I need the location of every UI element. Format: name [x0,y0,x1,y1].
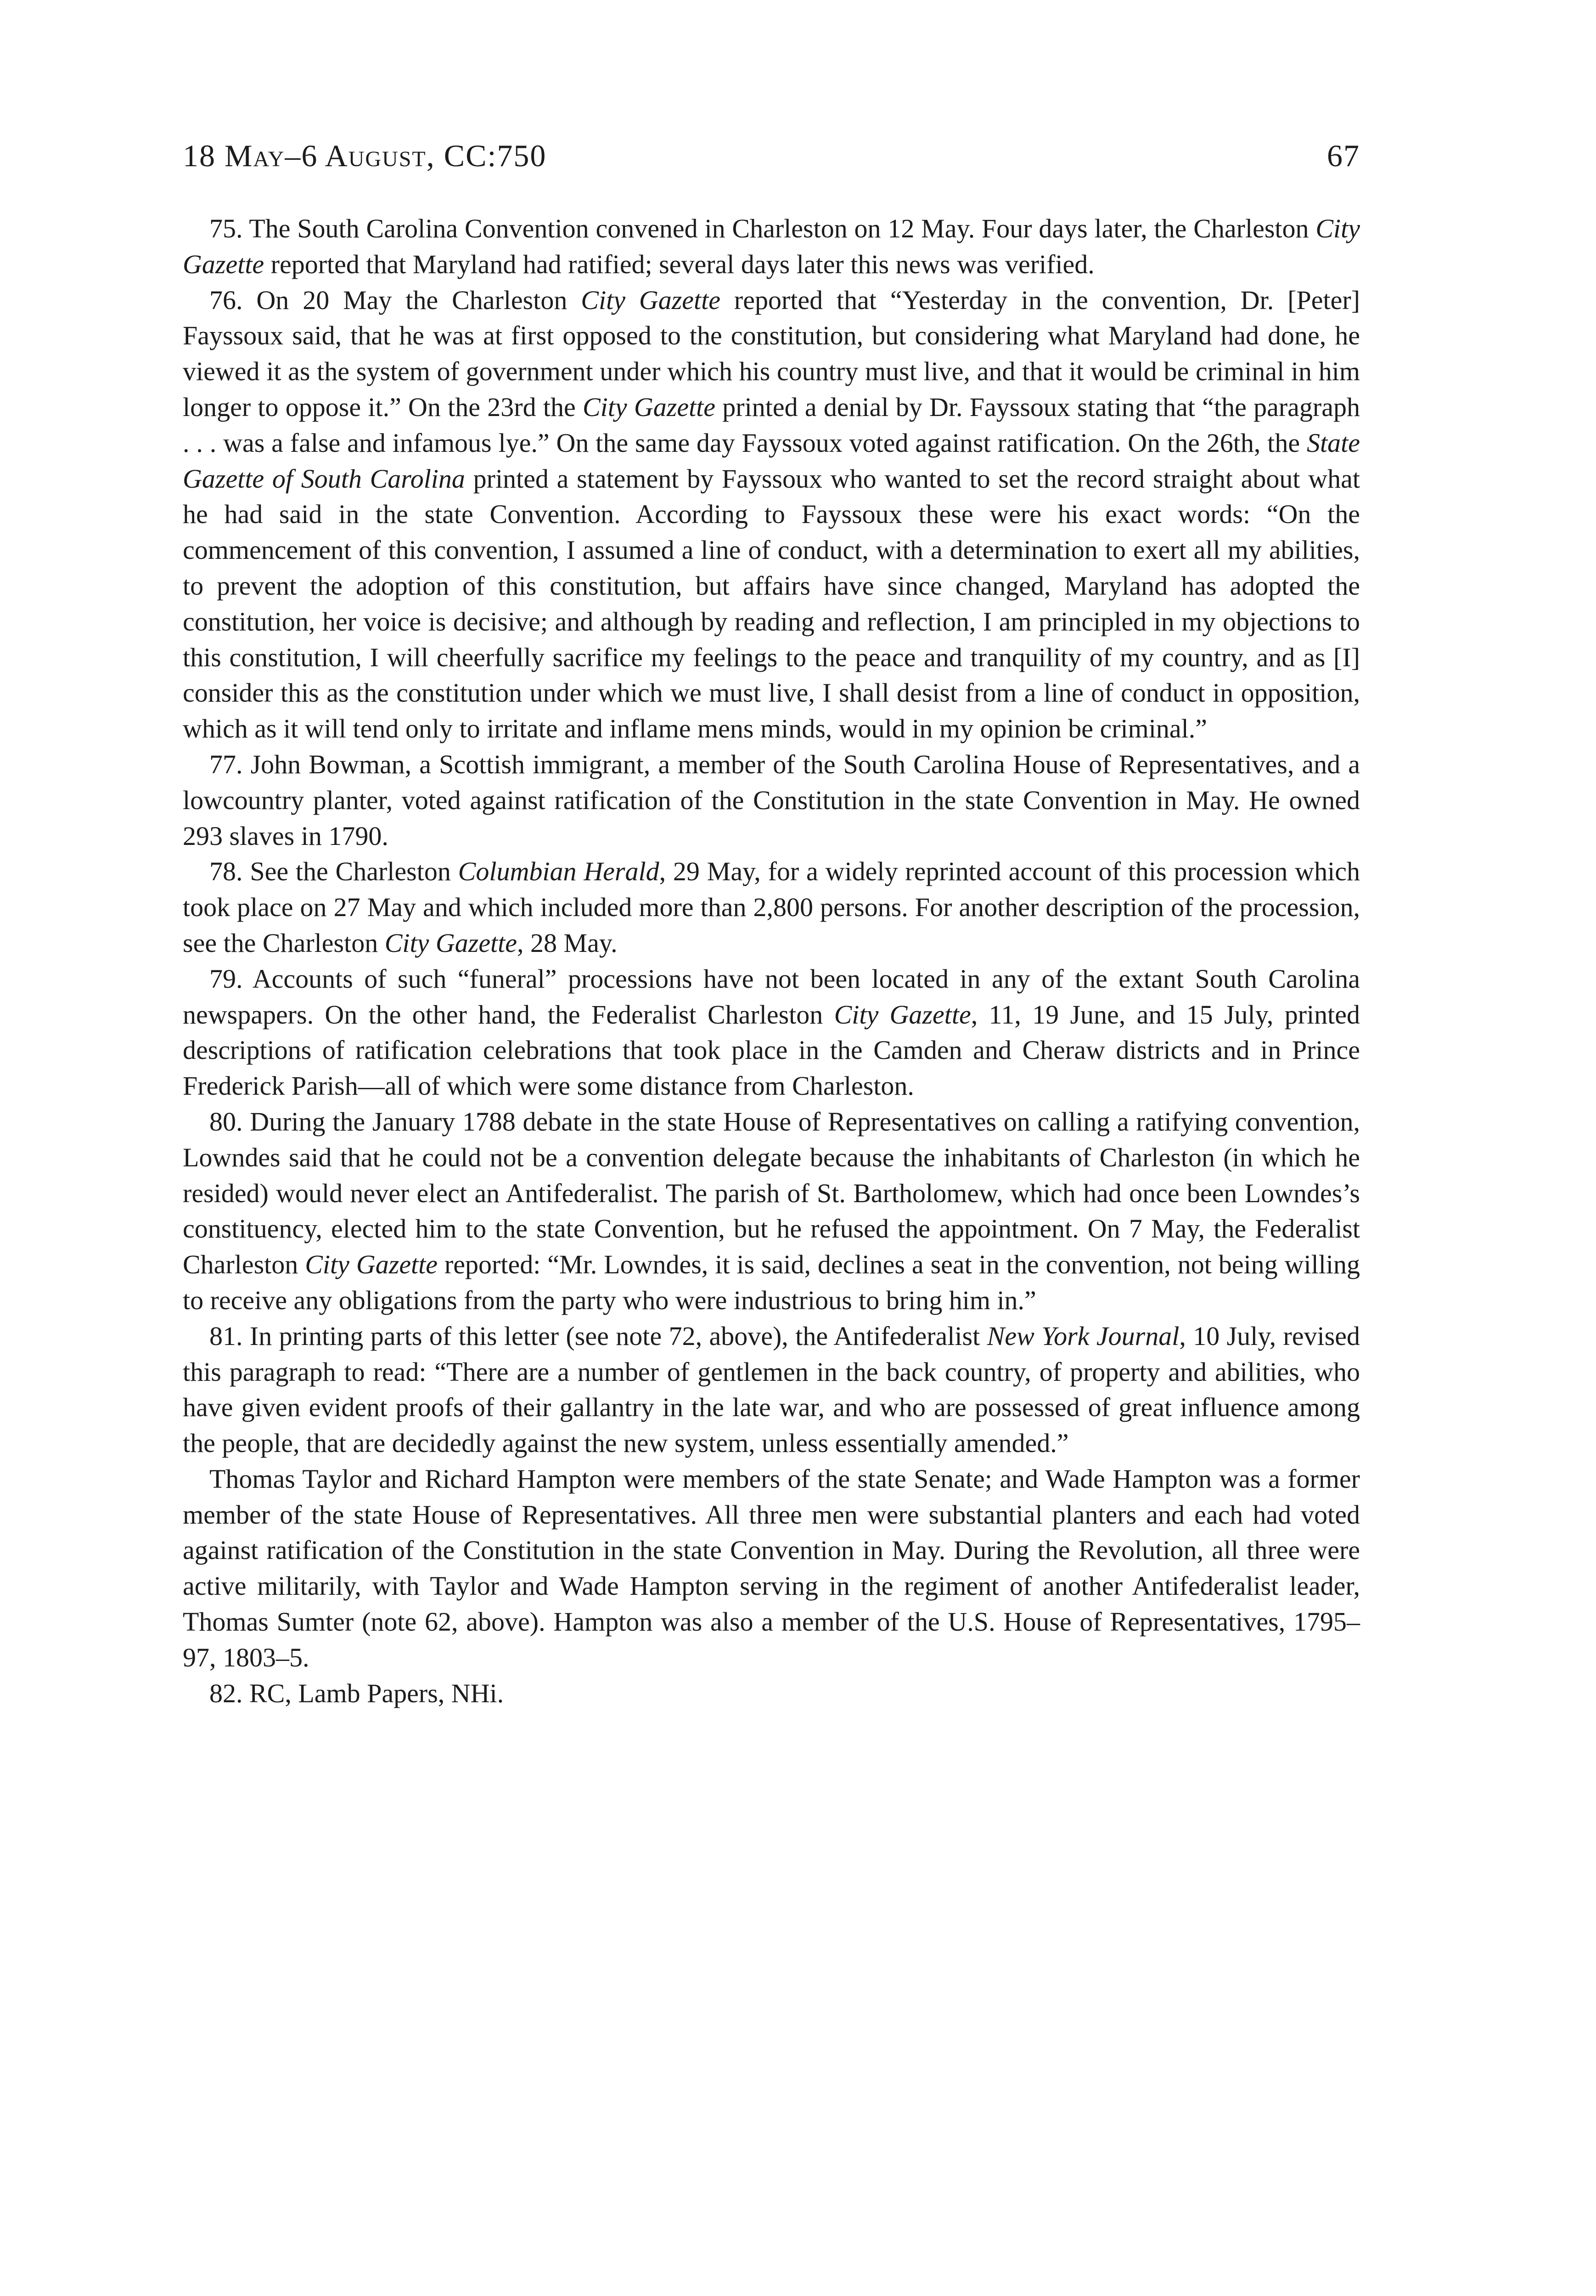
note-81-continuation [183,1461,1360,1676]
italic-title: City Gazette [581,285,721,315]
note-80 [183,1104,1360,1318]
italic-title: Columbian Herald [458,856,659,887]
note-text: reported that Maryland had ratified; several days later this news was verified. [264,249,1095,279]
note-79 [183,961,1360,1104]
note-75 [183,211,1360,282]
note-81 [183,1318,1360,1461]
note-text: 77. John Bowman, a Scottish immigrant, a member of the South Carolina House of Representatives, and a lowcountry planter, voted against ratification of the Constitution in the state Convention in May. He owned 293 slaves in 1790. [183,749,1360,851]
note-text: , 10 July, revised this paragraph to read: “There are a number of gentlemen in the back country, of property and abilities, who have given evident proofs of their gallantry in the late war, and who are possessed of great influence among the people, that are decidedly against the new system, unless essentially amended.” [183,1321,1360,1458]
italic-title: New York Journal [987,1321,1180,1351]
note-text: reported: “Mr. Lowndes, it is said, declines a seat in the convention, not being willing to receive any obligations from the party who were industrious to bring him in.” [183,1249,1360,1315]
italic-title: City Gazette [183,214,1360,279]
note-text: 79. Accounts of such “funeral” processions have not been located in any of the extant South Carolina newspapers. On the other hand, the Federalist Charleston [183,963,1360,1030]
italic-title: City Gazette [384,928,517,958]
note-text: , 11, 19 June, and 15 July, printed descriptions of ratification celebrations that took place in the Camden and Cheraw districts and in Prince Frederick Parish—all of which were some distance from Charleston. [183,999,1360,1101]
note-76 [183,282,1360,747]
note-78 [183,854,1360,961]
italic-title: City Gazette [582,392,716,422]
italic-title: City Gazette [305,1249,438,1280]
note-text: , 29 May, for a widely reprinted account of this procession which took place on 27 May and which included more than 2,800 persons. For another description of the procession, see the Charleston [183,856,1360,958]
running-title: 18 May–6 August, CC:750 [183,138,547,173]
note-text: , 28 May. [517,928,618,958]
note-text: 75. The South Carolina Convention convened in Charleston on 12 May. Four days later, the Charleston [209,214,1316,243]
note-text: 81. In printing parts of this letter (see note 72, above), the Antifederalist [209,1321,987,1351]
endnotes [183,211,1360,1711]
page-number: 67 [1327,138,1360,173]
note-text: printed a statement by Fayssoux who wanted to set the record straight about what he had said in the state Convention. According to Fayssoux these were his exact words: “On the commencement of this convention, I assumed a line of conduct, with a determination to exert all my abilities, to prevent the adoption of this constitution, but affairs have since changed, Maryland has adopted the constitution, her voice is decisive; and although by reading and reflection, I am principled in my objections to this constitution, I will cheerfully sacrifice my feelings to the peace and tranquility of my country, and as [I] consider this as the constitution under which we must live, I shall desist from a line of conduct in opposition, which as it will tend only to irritate and inflame mens minds, would in my opinion be criminal.” [183,463,1360,744]
document-page [183,138,1360,1711]
italic-title: City Gazette [834,999,971,1030]
note-text: reported that “Yesterday in the convention, Dr. [Peter] Fayssoux said, that he was at first opposed to the constitution, but considering what Maryland had done, he viewed it as the system of government under which his country must live, and that it would be criminal in him longer to oppose it.” On the 23rd the [183,285,1360,422]
note-text: 78. See the Charleston [209,856,458,887]
note-82 [183,1676,1360,1711]
note-text: 76. On 20 May the Charleston [209,285,581,315]
note-text: Thomas Taylor and Richard Hampton were members of the state Senate; and Wade Hampton was a former member of the state House of Representatives. All three men were substantial planters and each had voted against ratification of the Constitution in the state Convention in May. During the Revolution, all three were active militarily, with Taylor and Wade Hampton serving in the regiment of another Antifederalist leader, Thomas Sumter (note 62, above). Hampton was also a member of the U.S. House of Representatives, 1795–97, 1803–5. [183,1463,1360,1672]
note-text: 82. RC, Lamb Papers, NHi. [209,1678,504,1708]
note-77 [183,747,1360,854]
italic-title: State Gazette of South Carolina [183,428,1360,494]
running-head [183,138,1360,174]
note-text: 80. During the January 1788 debate in the state House of Representatives on calling a ratifying convention, Lowndes said that he could not be a convention delegate because the inhabitants of Charleston (in which he resided) would never elect an Antifederalist. The parish of St. Bartholomew, which had once been Lowndes’s constituency, elected him to the state Convention, but he refused the appointment. On 7 May, the Federalist Charleston [183,1106,1360,1280]
note-text: printed a denial by Dr. Fayssoux stating that “the paragraph . . . was a false and infamous lye.” On the same day Fayssoux voted against ratification. On the 26th, the [183,392,1360,458]
